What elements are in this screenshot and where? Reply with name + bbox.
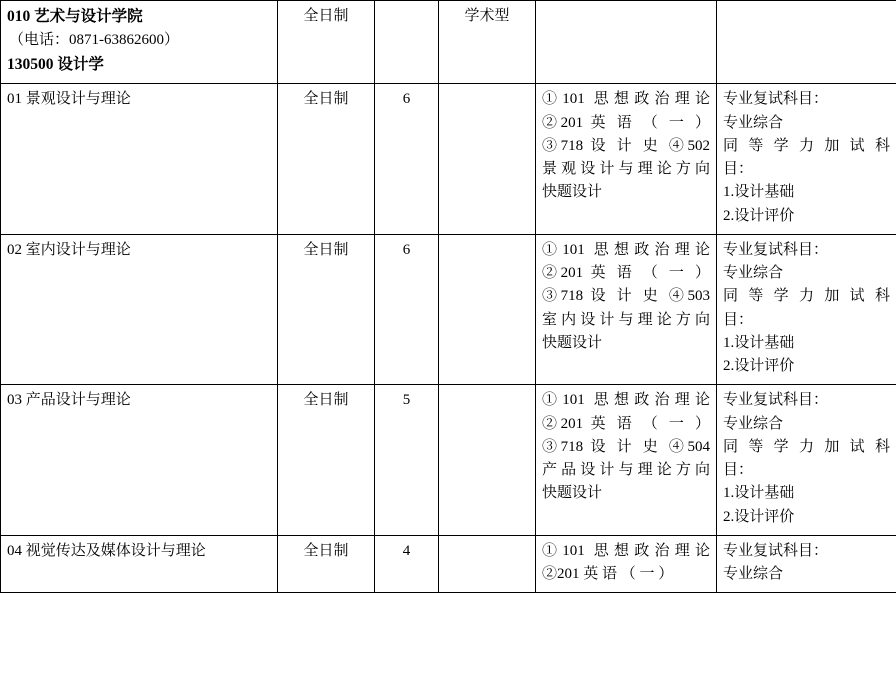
direction-enrollment-number: 6 (375, 234, 439, 385)
direction-study-mode: 全日制 (278, 385, 375, 536)
exam-line: 产品设计与理论方向 (542, 462, 710, 479)
college-enrollment-number (375, 1, 439, 84)
exam-line: ②201 英 语 （ 一 ） (542, 415, 710, 432)
exam-line: ①101 思想政治理论 (542, 542, 710, 559)
direction-remarks (717, 234, 896, 385)
exam-line: 室内设计与理论方向 (542, 311, 710, 328)
college-degree-type: 学术型 (439, 1, 536, 84)
direction-remarks (717, 385, 896, 536)
remark-line: 目： (723, 311, 754, 328)
exam-line: ③718 设 计 史 ④503 (542, 288, 710, 305)
remark-line: 目： (723, 462, 754, 479)
direction-enrollment-number: 5 (375, 385, 439, 536)
college-study-mode: 全日制 (278, 1, 375, 84)
direction-degree-type (439, 84, 536, 235)
exam-line: 快题设计 (542, 184, 603, 201)
remark-line: 2.设计评价 (723, 207, 795, 224)
remark-line: 同等学力加试科 (723, 137, 890, 154)
remark-line: 专业综合 (723, 415, 784, 432)
college-remarks (717, 1, 896, 84)
college-phone: （电话：0871-63862600） (9, 32, 179, 49)
remark-line: 同等学力加试科 (723, 288, 890, 305)
direction-name: 04 视觉传达及媒体设计与理论 (1, 535, 278, 593)
remark-line: 专业综合 (723, 114, 784, 131)
direction-exam-subjects (536, 234, 717, 385)
table-row (1, 535, 896, 593)
remark-line: 专业复试科目： (723, 241, 829, 258)
remark-line: 1.设计基础 (723, 184, 795, 201)
table-row (1, 385, 896, 536)
direction-degree-type (439, 234, 536, 385)
college-cell (1, 1, 278, 84)
direction-remarks (717, 535, 896, 593)
direction-exam-subjects (536, 535, 717, 593)
exam-line: ①101 思想政治理论 (542, 392, 710, 409)
remark-line: 专业复试科目： (723, 392, 829, 409)
direction-study-mode: 全日制 (278, 234, 375, 385)
table-row (1, 234, 896, 385)
remark-line: 专业综合 (723, 566, 784, 583)
remark-line: 2.设计评价 (723, 358, 795, 375)
exam-line: ①101 思想政治理论 (542, 241, 710, 258)
remark-line: 专业综合 (723, 265, 784, 282)
direction-enrollment-number: 4 (375, 535, 439, 593)
major-code-name: 130500 设计学 (7, 56, 104, 74)
direction-exam-subjects (536, 385, 717, 536)
exam-line: ③718 设 计 史 ④504 (542, 438, 710, 455)
direction-name: 01 景观设计与理论 (1, 84, 278, 235)
direction-exam-subjects (536, 84, 717, 235)
remark-line: 同等学力加试科 (723, 438, 890, 455)
table-row-college (1, 1, 896, 84)
table-row (1, 84, 896, 235)
remark-line: 专业复试科目： (723, 542, 829, 559)
exam-line: ①101 思想政治理论 (542, 91, 710, 108)
exam-line: ②201 英 语 （ 一 ） (542, 114, 710, 131)
remark-line: 2.设计评价 (723, 508, 795, 525)
direction-degree-type (439, 385, 536, 536)
direction-remarks (717, 84, 896, 235)
college-exam-subjects (536, 1, 717, 84)
direction-study-mode: 全日制 (278, 84, 375, 235)
exam-line: ②201 英 语 （ 一 ） (542, 265, 710, 282)
remark-line: 目： (723, 161, 754, 178)
exam-line: ②201 英 语 （ 一 ） (542, 566, 674, 583)
exam-line: ③718 设 计 史 ④502 (542, 137, 710, 154)
direction-enrollment-number: 6 (375, 84, 439, 235)
remark-line: 1.设计基础 (723, 334, 795, 351)
exam-line: 景观设计与理论方向 (542, 161, 710, 178)
exam-line: 快题设计 (542, 334, 603, 351)
direction-degree-type (439, 535, 536, 593)
remark-line: 专业复试科目： (723, 91, 829, 108)
exam-line: 快题设计 (542, 485, 603, 502)
direction-name: 02 室内设计与理论 (1, 234, 278, 385)
remark-line: 1.设计基础 (723, 485, 795, 502)
direction-study-mode: 全日制 (278, 535, 375, 593)
college-name: 010 艺术与设计学院 (7, 8, 143, 25)
direction-name: 03 产品设计与理论 (1, 385, 278, 536)
